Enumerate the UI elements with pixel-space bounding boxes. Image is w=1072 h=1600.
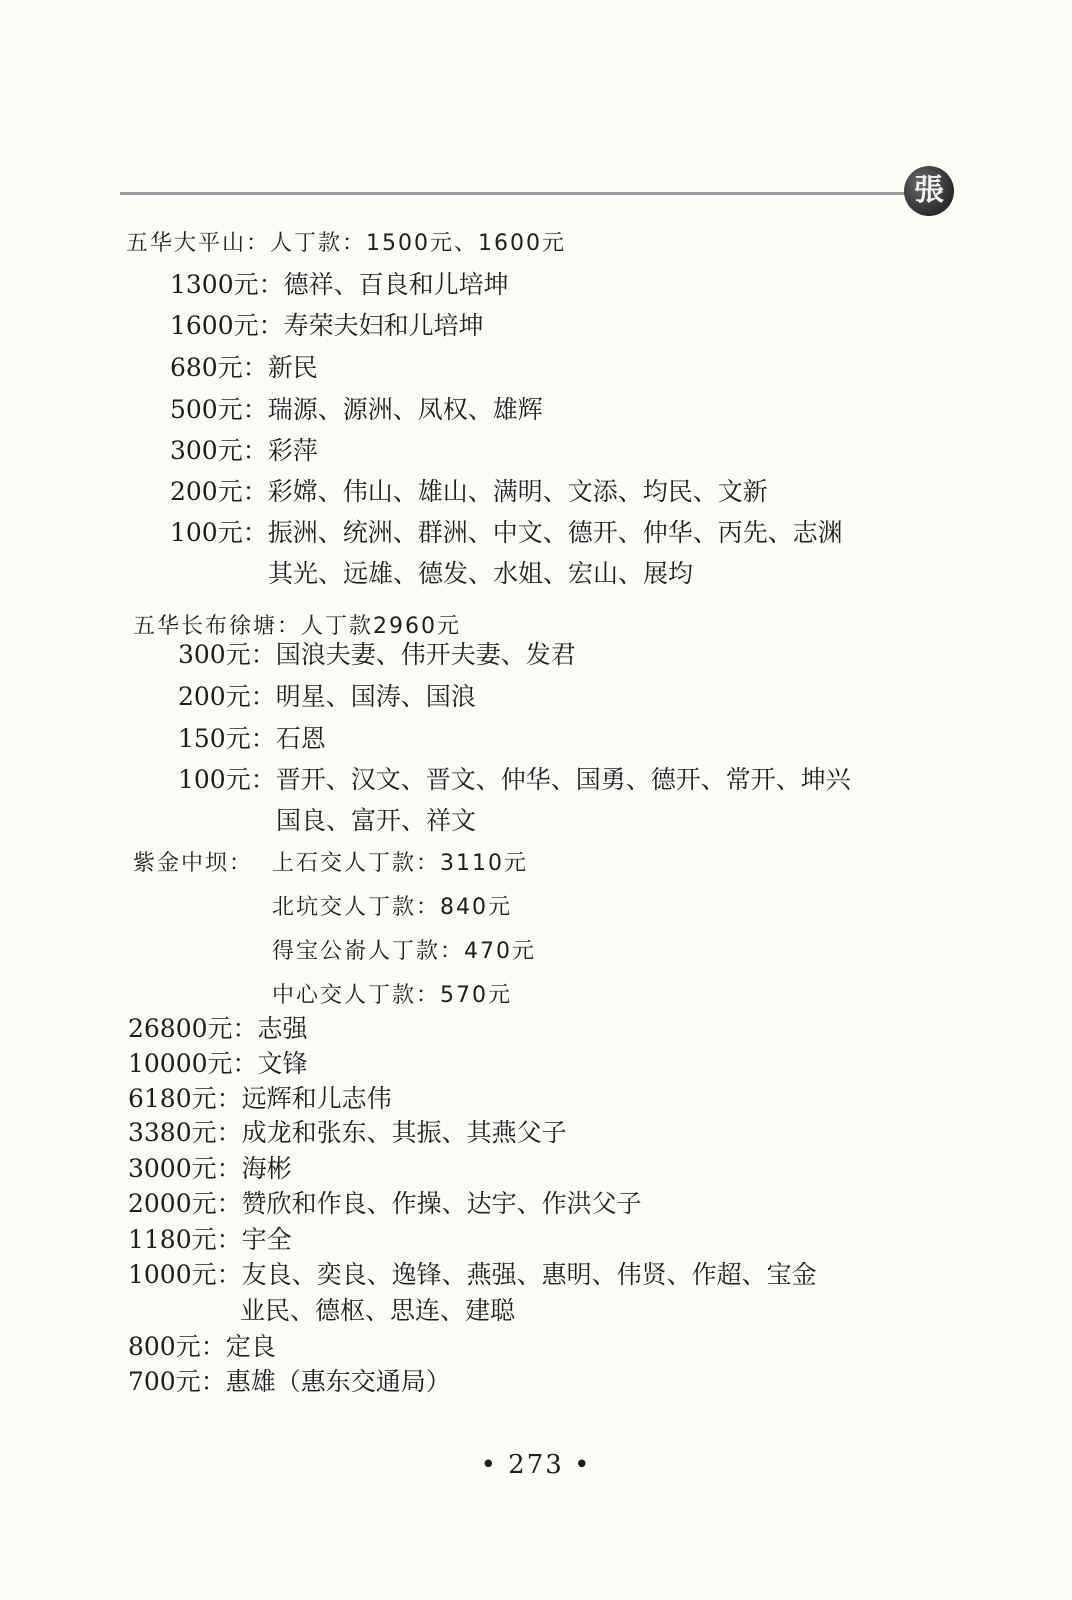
names: 彩嫦、伟山、雄山、满明、文添、均民、文新 <box>267 477 768 506</box>
names: 德祥、百良和儿培坤 <box>283 270 509 299</box>
list-item <box>170 311 484 341</box>
list-item <box>170 395 543 425</box>
names: 赞欣和作良、作操、达宇、作洪父子 <box>241 1189 642 1218</box>
list-item <box>128 1260 817 1290</box>
amount: 1000元： <box>128 1260 242 1289</box>
list-item <box>128 1084 392 1114</box>
list-item: 得宝公嵛人丁款：470元 <box>272 939 536 964</box>
names: 彩萍 <box>267 436 318 465</box>
list-item <box>128 1225 292 1255</box>
amount: 700元： <box>128 1367 226 1396</box>
list-item <box>178 640 576 670</box>
amount: 300元： <box>178 640 276 669</box>
list-item <box>170 353 318 383</box>
amount: 2000元： <box>128 1189 242 1218</box>
page-number: • 273 • <box>480 1450 592 1480</box>
names: 国浪夫妻、伟开夫妻、发君 <box>275 640 576 669</box>
list-item-continuation: 业民、德枢、思连、建聪 <box>240 1296 516 1325</box>
names: 定良 <box>225 1332 276 1361</box>
list-item <box>128 1014 308 1044</box>
section-heading: 紫金中坝： <box>133 851 254 876</box>
section-heading: 五华大平山：人丁款：1500元、1600元 <box>126 231 566 256</box>
amount: 800元： <box>128 1332 226 1361</box>
list-item: 上石交人丁款：3110元 <box>272 851 528 876</box>
list-item <box>170 436 318 466</box>
amount: 6180元： <box>128 1084 242 1113</box>
amount: 10000元： <box>128 1049 258 1078</box>
names: 文锋 <box>257 1049 308 1078</box>
list-item <box>128 1332 276 1362</box>
amount: 1600元： <box>170 311 284 340</box>
amount: 100元： <box>170 518 268 547</box>
names: 成龙和张东、其振、其燕父子 <box>241 1118 567 1147</box>
list-item-continuation: 其光、远雄、德发、水姐、宏山、展均 <box>268 559 694 588</box>
amount: 150元： <box>178 724 276 753</box>
list-item <box>128 1189 642 1219</box>
names: 晋开、汉文、晋文、仲华、国勇、德开、常开、坤兴 <box>275 765 851 794</box>
list-item <box>128 1367 451 1397</box>
amount: 680元： <box>170 353 268 382</box>
section-heading: 五华长布徐塘：人丁款2960元 <box>133 614 461 639</box>
names: 寿荣夫妇和儿培坤 <box>283 311 484 340</box>
list-item: 中心交人丁款：570元 <box>272 983 512 1008</box>
list-item <box>128 1118 567 1148</box>
amount: 200元： <box>178 682 276 711</box>
names: 石恩 <box>275 724 326 753</box>
list-item: 北坑交人丁款：840元 <box>272 895 512 920</box>
list-item <box>128 1049 308 1079</box>
amount: 3000元： <box>128 1154 242 1183</box>
list-item <box>178 765 851 795</box>
names: 友良、奕良、逸锋、燕强、惠明、伟贤、作超、宝金 <box>241 1260 817 1289</box>
list-item <box>170 477 768 507</box>
amount: 300元： <box>170 436 268 465</box>
header-rule <box>120 192 910 195</box>
amount: 200元： <box>170 477 268 506</box>
list-item <box>178 682 476 712</box>
amount: 3380元： <box>128 1118 242 1147</box>
names: 新民 <box>267 353 318 382</box>
list-item-continuation: 国良、富开、祥文 <box>276 806 477 835</box>
list-item <box>170 270 509 300</box>
amount: 100元： <box>178 765 276 794</box>
names: 惠雄（惠东交通局） <box>225 1367 451 1396</box>
list-item <box>178 724 326 754</box>
amount: 1300元： <box>170 270 284 299</box>
surname-seal-icon: 張 <box>904 166 954 216</box>
amount: 26800元： <box>128 1014 258 1043</box>
amount: 500元： <box>170 395 268 424</box>
names: 海彬 <box>241 1154 292 1183</box>
names: 志强 <box>257 1014 308 1043</box>
list-item <box>128 1154 292 1184</box>
amount: 1180元： <box>128 1225 242 1254</box>
names: 明星、国涛、国浪 <box>275 682 476 711</box>
names: 瑞源、源洲、凤权、雄辉 <box>267 395 543 424</box>
list-item <box>170 518 843 548</box>
names: 宇全 <box>241 1225 292 1254</box>
names: 远辉和儿志伟 <box>241 1084 392 1113</box>
names: 振洲、统洲、群洲、中文、德开、仲华、丙先、志渊 <box>267 518 843 547</box>
